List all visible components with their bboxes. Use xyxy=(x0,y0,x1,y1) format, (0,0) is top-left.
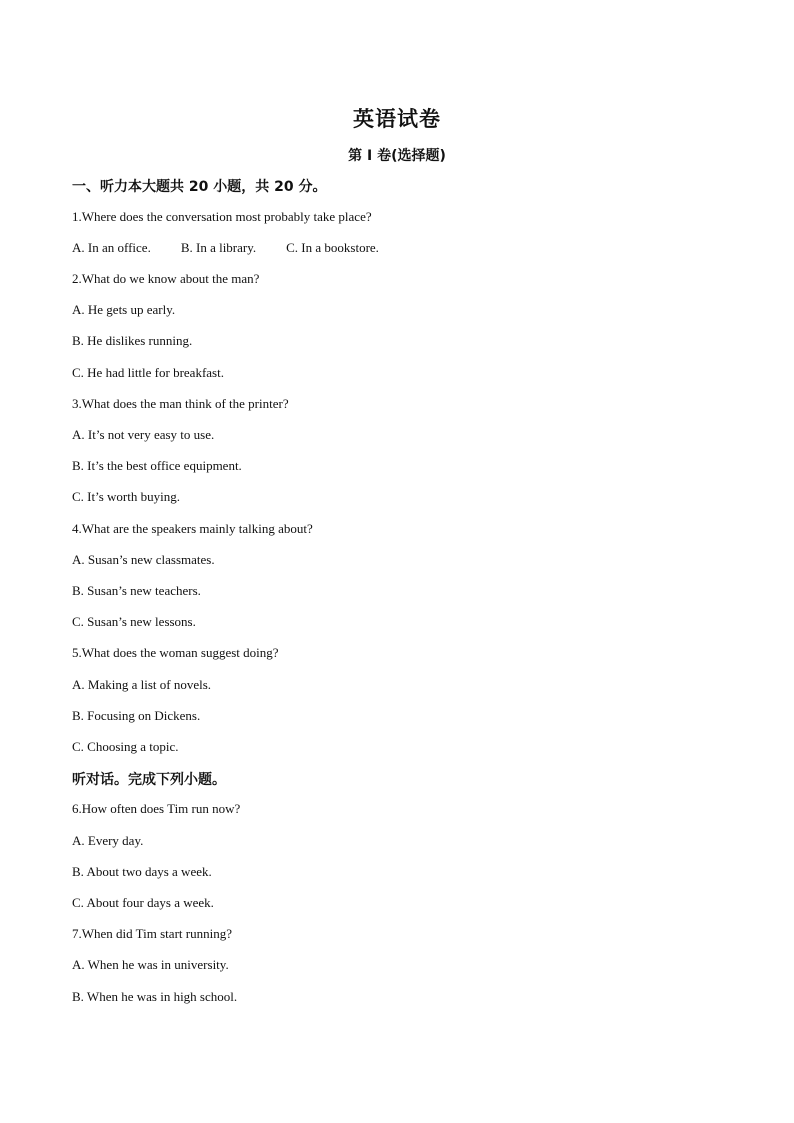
question-3-option-c: C. It’s worth buying. xyxy=(72,489,180,504)
section-heading-dialogue: 听对话。完成下列小题。 xyxy=(72,772,226,788)
question-2-option-a: A. He gets up early. xyxy=(72,302,176,317)
question-2-option-c: C. He had little for breakfast. xyxy=(72,365,224,380)
question-6-option-a: A. Every day. xyxy=(72,833,144,848)
question-4-stem: 4.What are the speakers mainly talking about? xyxy=(72,521,313,536)
question-2-option-b: B. He dislikes running. xyxy=(72,333,193,348)
question-5-option-c: C. Choosing a topic. xyxy=(72,739,179,754)
question-6-option-c: C. About four days a week. xyxy=(72,895,214,910)
question-6-stem: 6.How often does Tim run now? xyxy=(72,801,241,816)
question-1-stem: 1.Where does the conversation most probably take place? xyxy=(72,209,372,224)
question-7-option-b: B. When he was in high school. xyxy=(72,989,238,1004)
question-7-option-a: A. When he was in university. xyxy=(72,957,229,972)
question-5-option-a: A. Making a list of novels. xyxy=(72,677,212,692)
section-heading-listening: 一、听力本大题共 20 小题，共 20 分。 xyxy=(72,179,327,195)
question-3-option-b: B. It’s the best office equipment. xyxy=(72,458,242,473)
question-7-stem: 7.When did Tim start running? xyxy=(72,926,232,941)
question-4-option-c: C. Susan’s new lessons. xyxy=(72,614,196,629)
volume-subtitle: 第 I 卷(选择题) xyxy=(348,148,446,164)
question-6-option-b: B. About two days a week. xyxy=(72,864,212,879)
exam-title: 英语试卷 xyxy=(353,107,441,131)
question-5-option-b: B. Focusing on Dickens. xyxy=(72,708,201,723)
question-2-stem: 2.What do we know about the man? xyxy=(72,271,260,286)
question-1-options xyxy=(72,240,409,256)
question-4-option-b: B. Susan’s new teachers. xyxy=(72,583,201,598)
question-4-option-a: A. Susan’s new classmates. xyxy=(72,552,215,567)
question-1-option-c: C. In a bookstore. xyxy=(286,240,379,255)
question-1-option-b: B. In a library. xyxy=(180,240,257,255)
question-1-option-a: A. In an office. xyxy=(72,240,151,255)
question-5-stem: 5.What does the woman suggest doing? xyxy=(72,645,279,660)
question-3-option-a: A. It’s not very easy to use. xyxy=(72,427,215,442)
question-3-stem: 3.What does the man think of the printer? xyxy=(72,396,289,411)
